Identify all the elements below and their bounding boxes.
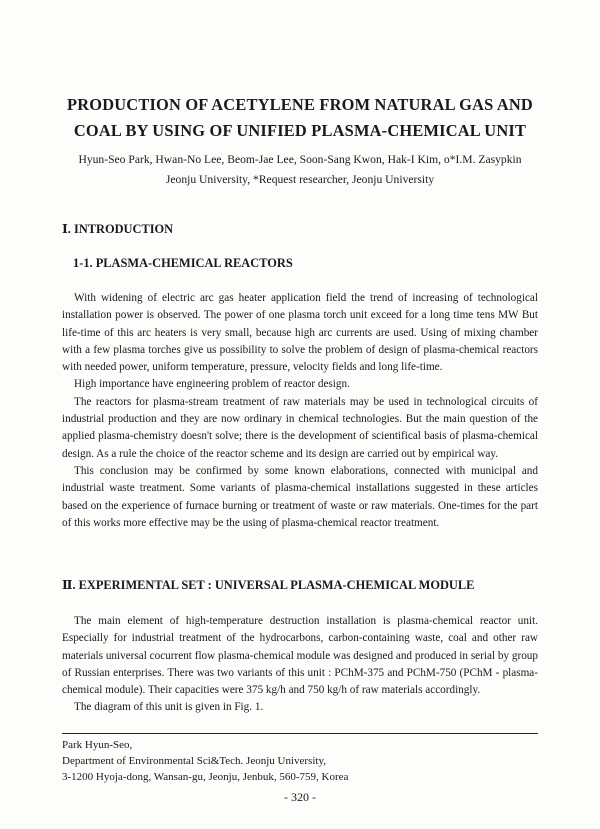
paragraph: High importance have engineering problem of reactor design. <box>74 378 350 391</box>
footnote-line: Park Hyun-Seo, <box>62 739 133 751</box>
experimental-body <box>62 613 538 717</box>
title-line-1: PRODUCTION OF ACETYLENE FROM NATURAL GAS AND <box>67 95 533 114</box>
section-heading-experimental: Ⅱ. EXPERIMENTAL SET : UNIVERSAL PLASMA-CHEMICAL MODULE <box>62 578 475 592</box>
affiliation: Jeonju University, *Request researcher, Jeonju University <box>165 173 435 186</box>
footnote <box>62 737 348 785</box>
section-heading-introduction: Ⅰ. INTRODUCTION <box>62 222 174 236</box>
paragraph: The reactors for plasma-stream treatment of raw materials may be used in technological circuits of industrial production and they are now ordinary in chemical technologies. But the main question of the applied plasma-chemistry doesn't solve; there is the development of scientifical basis of plasma-chemical design. As a rule the choice of the reactor scheme and its design are carried out by empirical way. <box>62 395 538 460</box>
title-line-2: COAL BY USING OF UNIFIED PLASMA-CHEMICAL UNIT <box>73 121 527 140</box>
paragraph: The main element of high-temperature destruction installation is plasma-chemical reactor unit. Especially for industrial treatment of the hydrocarbons, carbon-containing waste, coal and other raw materials universal cocurrent flow plasma-chemical module was designed and produced in serial by group of Russian enterprises. There was two variants of this unit : PChM-375 and PChM-750 (PChM - plasma-chemical module). Their capacities were 375 kg/h and 750 kg/h of raw materials accordingly. <box>62 615 538 697</box>
author-list: Hyun-Seo Park, Hwan-No Lee, Beom-Jae Lee, Soon-Sang Kwon, Hak-I Kim, o*I.M. Zasypkin <box>78 153 522 166</box>
author-block <box>40 150 560 190</box>
subsection-heading-reactors: 1-1. PLASMA-CHEMICAL REACTORS <box>73 256 293 270</box>
paragraph: With widening of electric arc gas heater application field the trend of increasing of technological installation power is observed. The power of one plasma torch unit exceed for a long time tens MW But life-time of this arc heaters is very small, because high arc currents are used. Using of mixing chamber with a few plasma torches give us possibility to solve the problem of design of plasma-chemical reactors with needed power, uniform temperature, pressure, velocity fields and long life-time. <box>62 292 538 374</box>
introduction-body <box>62 290 538 532</box>
page-number: - 320 - <box>284 790 316 804</box>
paragraph: The diagram of this unit is given in Fig. 1. <box>74 701 264 714</box>
footnote-line: Department of Environmental Sci&Tech. Jeonju University, <box>62 755 326 767</box>
footnote-divider <box>62 733 538 734</box>
paragraph: This conclusion may be confirmed by some known elaborations, connected with municipal and industrial waste treatment. Some variants of plasma-chemical installations suggested in these articles based on the experience of furnace burning or treatment of waste or raw materials. One-times for the part of this works more effective may be the using of plasma-chemical reactor treatment. <box>62 464 538 529</box>
paper-title <box>40 92 560 144</box>
footnote-line: 3-1200 Hyoja-dong, Wansan-gu, Jeonju, Jenbuk, 560-759, Korea <box>62 771 349 783</box>
